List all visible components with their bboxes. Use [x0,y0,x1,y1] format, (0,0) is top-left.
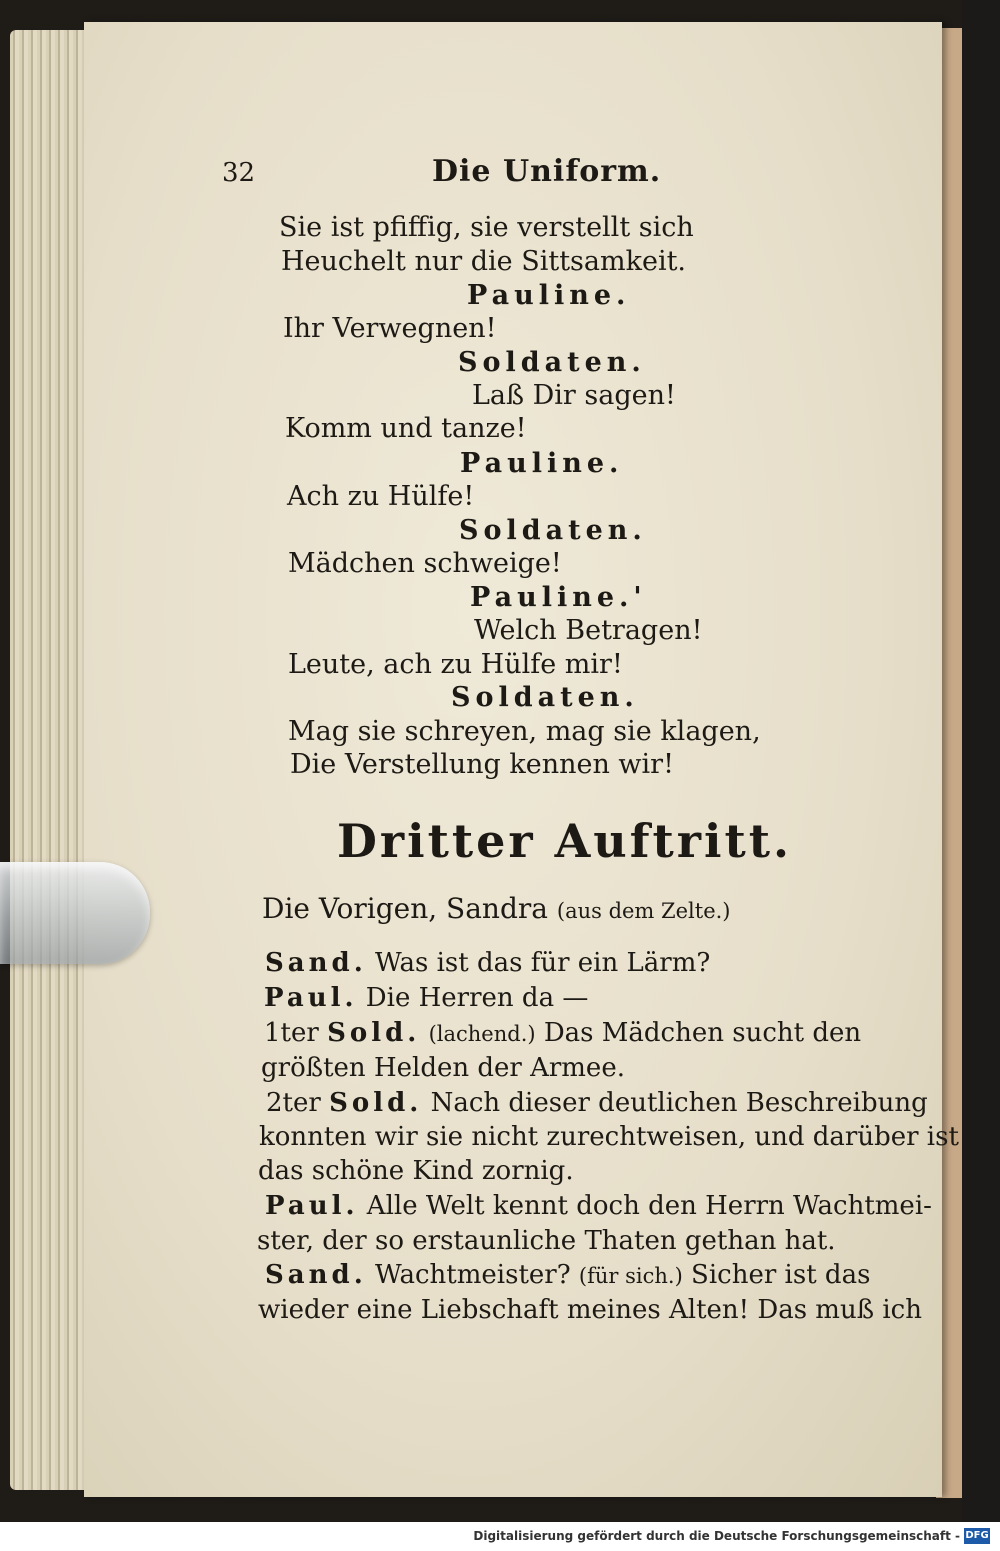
dialogue-line [264,1020,861,1046]
dfg-logo: DFG [964,1528,990,1544]
stage-direction [262,892,731,925]
line-text: wieder eine Liebschaft meines Alten! Das muß ich [258,1295,922,1325]
verse-line: Leute, ach zu Hülfe mir! [288,649,623,680]
line-text: Was ist das für ein Lärm? [375,948,711,978]
speaker-ordinal: 1ter [264,1018,319,1048]
speaker-ordinal: 2ter [266,1088,321,1118]
line-text-after: Sicher ist das [691,1260,871,1290]
line-text: Alle Welt kennt doch den Herrn Wachtmei- [366,1191,932,1221]
dialogue-line [266,1090,928,1116]
dialogue-line [258,1297,922,1323]
verse-line: Mädchen schweige! [288,548,562,579]
speaker-name: Soldaten. [459,515,647,546]
line-text: konnten wir sie nicht zurechtweisen, und darüber ist [259,1122,959,1152]
dialogue-line [265,1193,932,1219]
stage-hint: (lachend.) [428,1022,536,1046]
dialogue-line [259,1124,959,1150]
stage-cast: Die Vorigen, Sandra [262,892,548,925]
stage-note: (aus dem Zelte.) [556,899,731,923]
dialogue-line [257,1228,836,1254]
verse-line: Heuchelt nur die Sittsamkeit. [281,246,687,277]
line-text: Das Mädchen sucht den [543,1018,862,1048]
verse-line: Mag sie schreyen, mag sie klagen, [288,716,761,747]
verse-line: Sie ist pfiffig, sie verstellt sich [279,212,694,243]
speaker-abbrev: Sand. [265,1260,367,1290]
dialogue-line [265,950,710,976]
verse-line: Welch Betragen! [474,615,703,646]
verse-line: Ihr Verwegnen! [283,313,497,344]
dialogue-line [258,1158,574,1184]
speaker-abbrev: Paul. [264,983,358,1013]
speaker-name: Pauline. [460,448,624,479]
speaker-abbrev: Sand. [265,948,367,978]
funding-credit-bar [0,1522,1000,1551]
stage-hint: (für sich.) [578,1264,683,1288]
line-text: Wachtmeister? [375,1260,571,1290]
line-text: größten Helden der Armee. [261,1053,625,1083]
line-text: Die Herren da — [365,983,589,1013]
speaker-name: Soldaten. [451,682,639,713]
funding-credit: Digitalisierung gefördert durch die Deutsche Forschungsgemeinschaft - [473,1529,960,1543]
speaker-abbrev: Sold. [329,1088,423,1118]
running-header: Die Uniform. [432,154,662,189]
speaker-name: Pauline.' [470,582,647,613]
speaker-name: Pauline. [467,280,631,311]
dialogue-line [264,985,588,1011]
page-edge-stack [10,30,90,1490]
verse-line: Laß Dir sagen! [472,380,676,411]
dialogue-line [261,1055,625,1081]
line-text: ster, der so erstaunliche Thaten gethan hat. [257,1226,836,1256]
scan-background-right [962,0,1000,1522]
verse-line: Ach zu Hülfe! [287,481,475,512]
dialogue-line [265,1262,870,1288]
line-text: das schöne Kind zornig. [258,1156,574,1186]
page-holder-clip [0,862,150,964]
speaker-name: Soldaten. [458,347,646,378]
verse-line: Komm und tanze! [285,413,527,444]
speaker-abbrev: Paul. [265,1191,359,1221]
page-number: 32 [222,158,256,188]
speaker-abbrev: Sold. [327,1018,421,1048]
scene-title: Dritter Auftritt. [337,814,793,868]
verse-line: Die Verstellung kennen wir! [290,749,674,780]
line-text: Nach dieser deutlichen Beschreibung [430,1088,928,1118]
